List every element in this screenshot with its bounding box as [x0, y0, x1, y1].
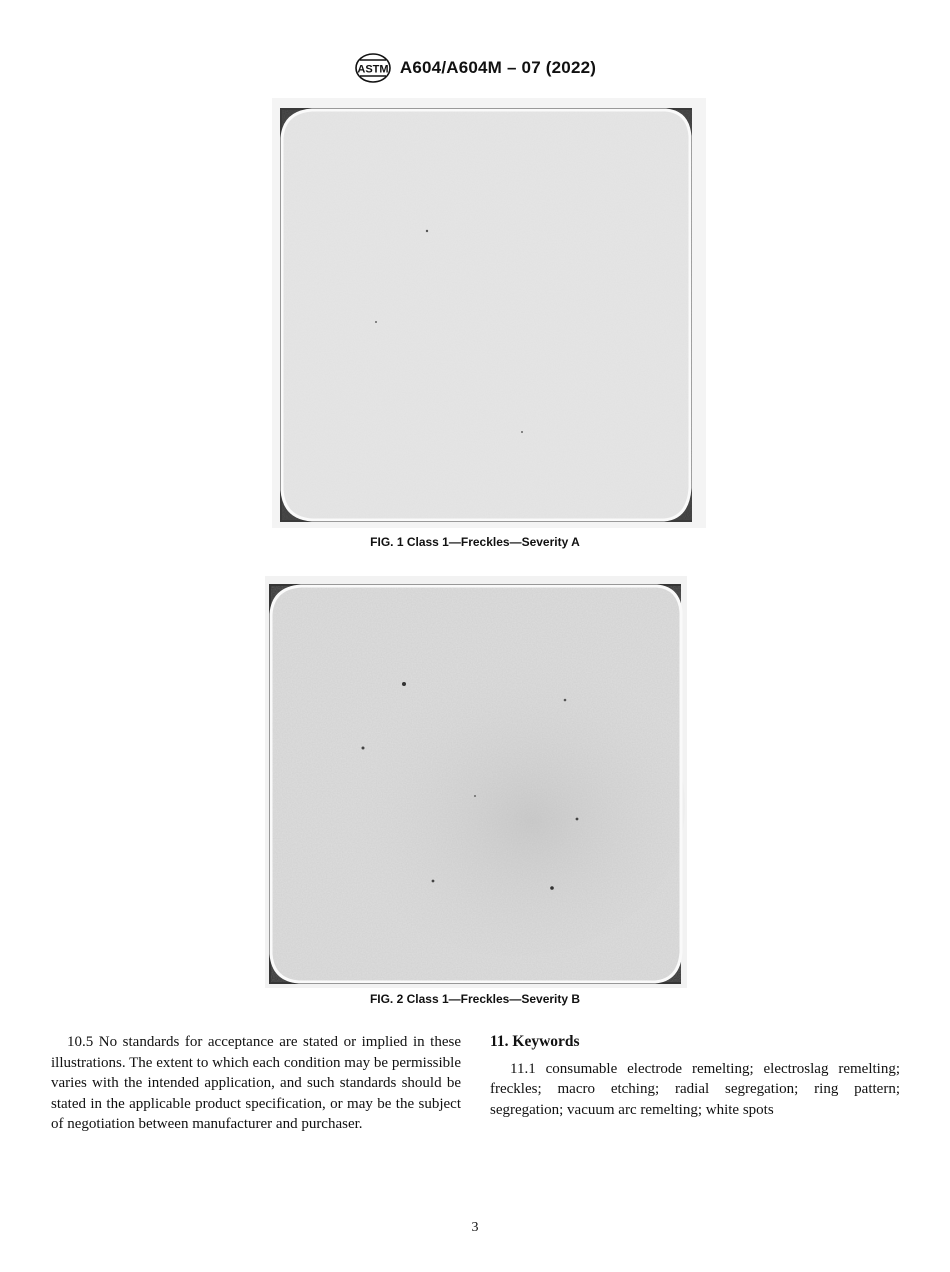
keywords-section — [490, 1032, 900, 1120]
keywords-paragraph: 11.1 consumable electrode remelting; electroslag remelting; freckles; macro etching; radial segregation; ring pattern; segregation; vacuum arc remelting; white spots — [490, 1060, 900, 1118]
figure-1-caption: FIG. 1 Class 1—Freckles—Severity A — [370, 535, 580, 549]
svg-text:ASTM: ASTM — [357, 63, 389, 76]
astm-logo-icon — [354, 52, 392, 84]
page-header — [0, 52, 950, 84]
paragraph-10-5: 10.5 No standards for acceptance are stated or implied in these illustrations. The extent to which each condition may be permissible varies with the intended application, and such standards should be stated in the applicable product specification, or may be the subject of negotiation between manufacturer and purchaser. — [51, 1034, 461, 1132]
document-title: A604/A604M – 07 (2022) — [399, 58, 597, 77]
figure-2-macrograph — [265, 576, 687, 988]
keywords-heading: 11. Keywords — [490, 1033, 580, 1050]
page-number: 3 — [471, 1220, 479, 1235]
figure-2-caption: FIG. 2 Class 1—Freckles—Severity B — [369, 992, 581, 1006]
figure-1-macrograph — [272, 98, 706, 528]
